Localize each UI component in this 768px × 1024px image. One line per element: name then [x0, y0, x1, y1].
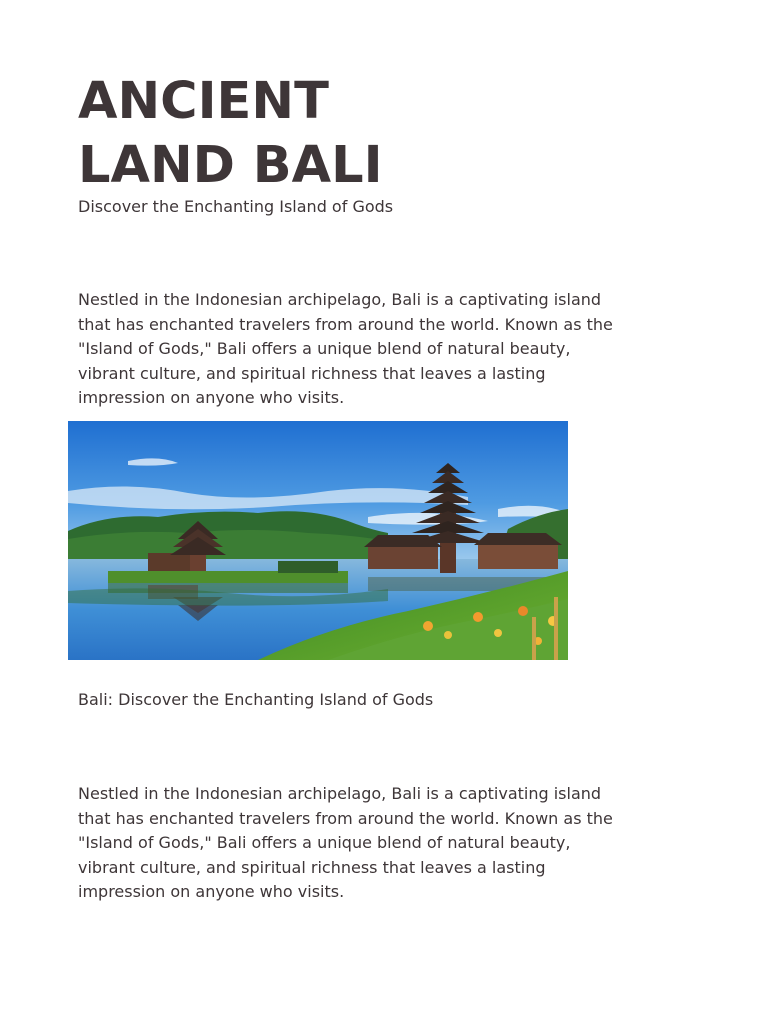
- body-paragraph: Nestled in the Indonesian archipelago, Bali is a captivating island that has enchanted travelers from around the world. Known as the "Island of Gods," Bali offers a unique blend of natural beauty, vibrant culture, and spiritual richness that leaves a lasting impression on anyone who visits.: [78, 784, 613, 901]
- page-title: ANCIENT LAND BALI: [78, 72, 383, 195]
- intro-paragraph: Nestled in the Indonesian archipelago, Bali is a captivating island that has enchanted travelers from around the world. Known as the "Island of Gods," Bali offers a unique blend of natural beauty, vibrant culture, and spiritual richness that leaves a lasting impression on anyone who visits.: [78, 290, 613, 407]
- bali-temple-photo: [68, 421, 568, 660]
- section-heading: Bali: Discover the Enchanting Island of Gods: [78, 690, 434, 709]
- bali-temple-lake-illustration: [68, 421, 568, 660]
- page-subtitle: Discover the Enchanting Island of Gods: [78, 197, 394, 216]
